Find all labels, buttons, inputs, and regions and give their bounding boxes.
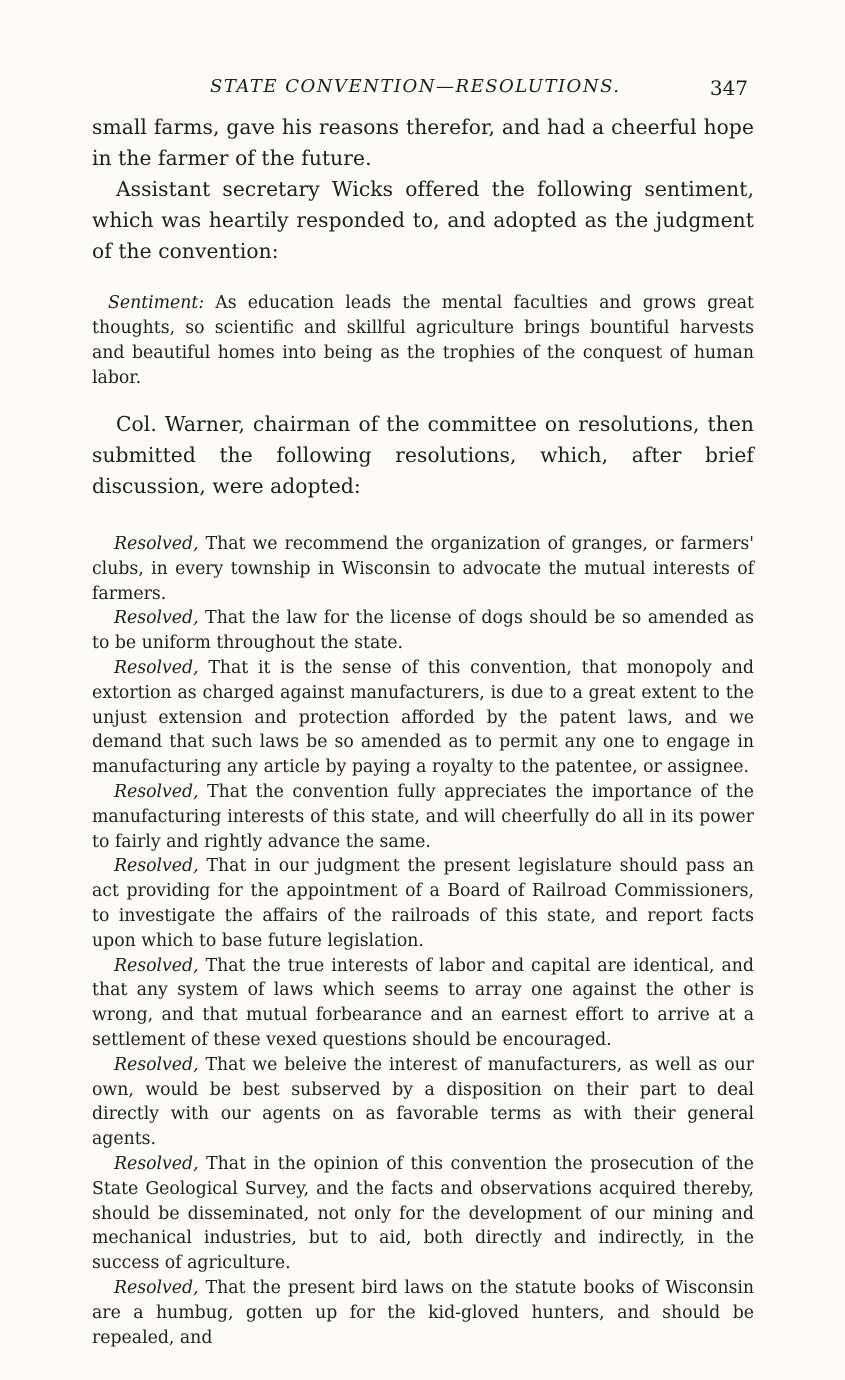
resolution-item xyxy=(92,532,754,606)
resolved-word: Resolved, xyxy=(114,781,199,802)
resolved-word: Resolved, xyxy=(114,1054,199,1075)
resolved-word: Resolved, xyxy=(114,608,199,629)
resolved-word: Resolved, xyxy=(114,856,199,877)
committee-paragraph: Col. Warner, chairman of the committee on resolutions, then submitted the following resolutions, which, after brief discussion, were adopted: xyxy=(92,412,754,498)
running-head xyxy=(92,76,754,112)
resolution-text: That we beleive the interest of manufacturers, as well as our own, would be best subserved by a disposition on their part to deal directly with our agents on as favorable terms as with their general agents. xyxy=(92,1054,754,1150)
resolution-text: That in our judgment the present legislature should pass an act providing for the appointment of a Board of Railroad Commissioners, to investigate the affairs of the railroads of this state, and report facts upon which to base future legislation. xyxy=(92,856,754,951)
sentiment-text: As education leads the mental faculties and grows great thoughts, so scientific and skillful agriculture brings bountiful harvests and beautiful homes into being as the trophies of the conquest of human labor. xyxy=(92,293,754,388)
resolution-item xyxy=(92,854,754,953)
resolved-word: Resolved, xyxy=(114,534,199,554)
resolution-text: That the present bird laws on the statute books of Wisconsin are a humbug, gotten up for the kid-gloved hunters, and should be repealed, and xyxy=(92,1277,754,1348)
resolution-text: That the true interests of labor and capital are identical, and that any system of laws which seems to array one against the other is wrong, and that mutual forbearance and an earnest effort to arrive at a settlement of these vexed questions should be encouraged. xyxy=(92,955,754,1050)
resolution-text: That we recommend the organization of granges, or farmers' clubs, in every township in Wisconsin to advocate the mutual interests of farmers. xyxy=(92,534,754,604)
resolution-item xyxy=(92,1276,754,1350)
sentiment-paragraph xyxy=(92,291,754,391)
resolution-item xyxy=(92,606,754,656)
resolution-item xyxy=(92,1053,754,1152)
running-title: STATE CONVENTION—RESOLUTIONS. xyxy=(210,76,621,97)
sentiment-label: Sentiment: xyxy=(108,293,205,313)
resolution-text: That it is the sense of this convention, that monopoly and extortion as charged against manufacturers, is due to a great extent to the unjust extension and protection afforded by the patent laws, and we demand that such laws be so amended as to permit any one to engage in manufacturing any article by paying a royalty to the patentee, or assignee. xyxy=(92,657,754,778)
book-page xyxy=(92,76,754,1350)
resolution-item xyxy=(92,780,754,854)
page-number: 347 xyxy=(709,76,748,100)
resolution-item xyxy=(92,954,754,1053)
resolution-item xyxy=(92,656,754,780)
resolution-item xyxy=(92,1152,754,1276)
resolutions-list xyxy=(92,532,754,1350)
resolved-word: Resolved, xyxy=(114,1153,199,1174)
resolution-text: That the law for the license of dogs should be so amended as to be uniform throughout the state. xyxy=(92,608,754,654)
resolved-word: Resolved, xyxy=(114,955,199,976)
resolution-text: That the convention fully appreciates the importance of the manufacturing interests of this state, and will cheerfully do all in its power to fairly and rightly advance the same. xyxy=(92,781,754,852)
resolved-word: Resolved, xyxy=(114,1277,199,1298)
resolution-text: That in the opinion of this convention the prosecution of the State Geological Survey, and the facts and observations acquired thereby, should be disseminated, not only for the development of our mining and mechanical industries, but to aid, both directly and indirectly, in the success of agriculture. xyxy=(92,1153,754,1274)
wicks-paragraph: Assistant secretary Wicks offered the following sentiment, which was heartily responded to, and adopted as the judgment of the convention: xyxy=(92,177,754,263)
resolved-word: Resolved, xyxy=(114,657,199,678)
continuation-paragraph: small farms, gave his reasons therefor, and had a cheerful hope in the farmer of the future. xyxy=(92,115,754,170)
